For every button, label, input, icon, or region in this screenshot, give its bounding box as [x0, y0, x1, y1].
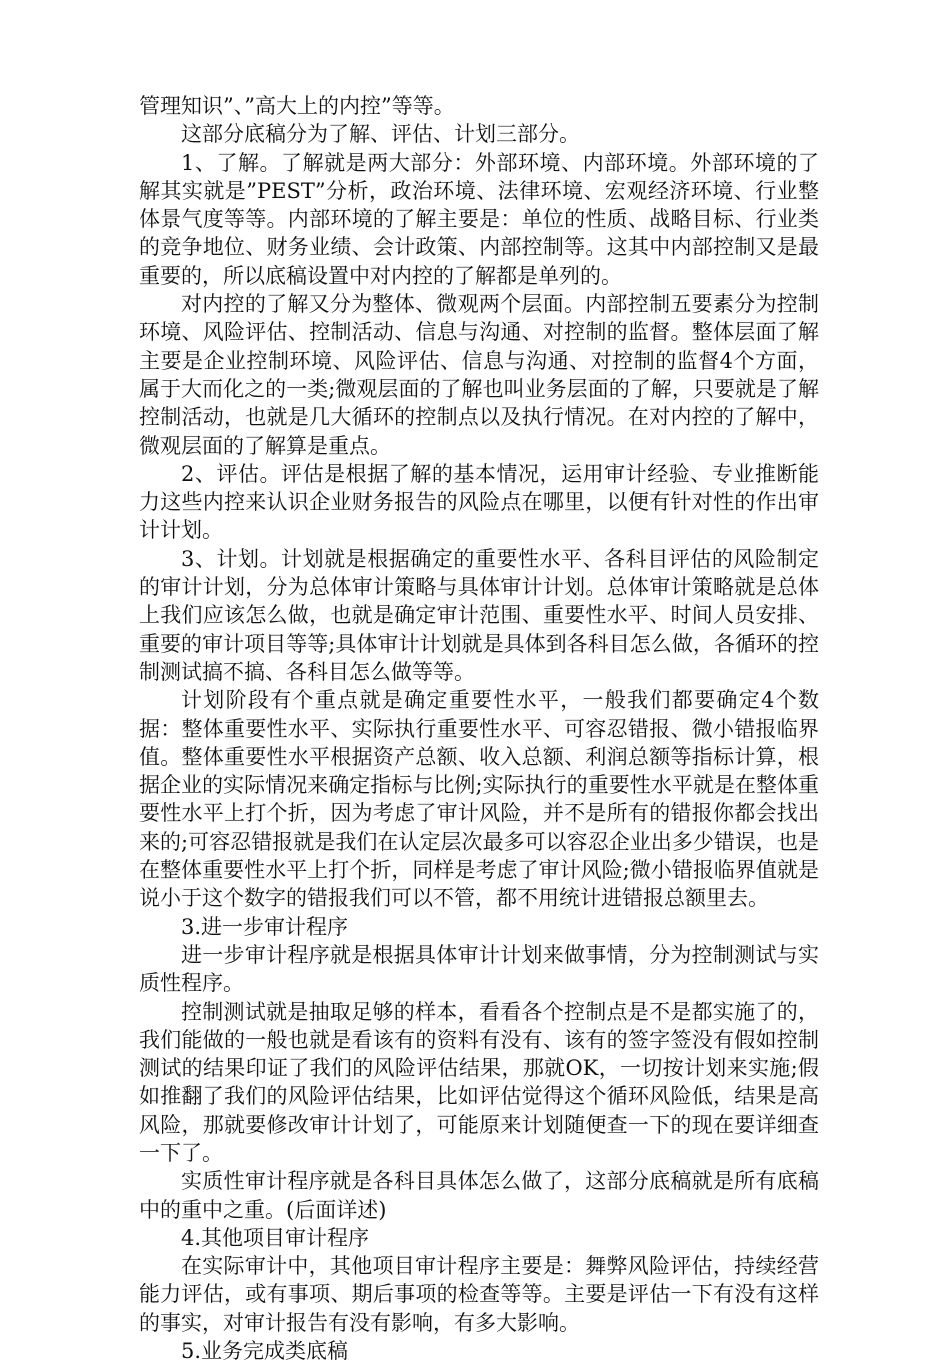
document-body — [139, 92, 819, 1365]
paragraph-5: 2、评估。评估是根据了解的基本情况，运用审计经验、专业推断能力这些内控来认识企业财务报告的风险点在哪里，以便有针对性的作出审计计划。 — [139, 461, 819, 543]
section-heading-3: 3.进一步审计程序 — [181, 914, 349, 939]
section-heading-5: 5.业务完成类底稿 — [181, 1339, 349, 1364]
paragraph-2: 这部分底稿分为了解、评估、计划三部分。 — [181, 122, 580, 147]
paragraph-8: 进一步审计程序就是根据具体审计计划来做事情，分为控制测试与实质性程序。 — [139, 942, 819, 996]
paragraph-1: 管理知识”、”高大上的内控”等等。 — [139, 94, 455, 118]
paragraph-9: 控制测试就是抽取足够的样本，看看各个控制点是不是都实施了的，我们能做的一般也就是看该有的资料有没有、该有的签字签没有假如控制测试的结果印证了我们的风险评估结果，那就OK，一切按计划来实施;假如推翻了我们的风险评估结果，比如评估觉得这个循环风险低，结果是高风险，那就要修改审计计划了，可能原来计划随便查一下的现在要详细查一下了。 — [139, 999, 819, 1165]
section-heading-4: 4.其他项目审计程序 — [181, 1225, 370, 1250]
paragraph-10: 实质性审计程序就是各科目具体怎么做了，这部分底稿就是所有底稿中的重中之重。(后面详述) — [139, 1169, 819, 1222]
paragraph-4: 对内控的了解又分为整体、微观两个层面。内部控制五要素分为控制环境、风险评估、控制活动、信息与沟通、对控制的监督。整体层面了解主要是企业控制环境、风险评估、信息与沟通、对控制的监督4个方面，属于大而化之的一类;微观层面的了解也叫业务层面的了解，只要就是了解控制活动，也就是几大循环的控制点以及执行情况。在对内控的了解中，微观层面的了解算是重点。 — [139, 292, 819, 458]
paragraph-7: 计划阶段有个重点就是确定重要性水平，一般我们都要确定4个数据：整体重要性水平、实际执行重要性水平、可容忍错报、微小错报临界值。整体重要性水平根据资产总额、收入总额、利润总额等指标计算，根据企业的实际情况来确定指标与比例;实际执行的重要性水平就是在整体重要性水平上打个折，因为考虑了审计风险，并不是所有的错报你都会找出来的;可容忍错报就是我们在认定层次最多可以容忍企业出多少错误，也是在整体重要性水平上打个折，同样是考虑了审计风险;微小错报临界值就是说小于这个数字的错报我们可以不管，都不用统计进错报总额里去。 — [139, 688, 819, 911]
paragraph-6: 3、计划。计划就是根据确定的重要性水平、各科目评估的风险制定的审计计划，分为总体审计策略与具体审计计划。总体审计策略就是总体上我们应该怎么做，也就是确定审计范围、重要性水平、时间人员安排、重要的审计项目等等;具体审计计划就是具体到各科目怎么做，各循环的控制测试搞不搞、各科目怎么做等等。 — [139, 546, 819, 684]
paragraph-11: 在实际审计中，其他项目审计程序主要是：舞弊风险评估，持续经营能力评估，或有事项、期后事项的检查等等。主要是评估一下有没有这样的事实，对审计报告有没有影响，有多大影响。 — [139, 1254, 819, 1335]
paragraph-3: 1、了解。了解就是两大部分：外部环境、内部环境。外部环境的了解其实就是”PEST”分析，政治环境、法律环境、宏观经济环境、行业整体景气度等等。内部环境的了解主要是：单位的性质、战略目标、行业类的竞争地位、财务业绩、会计政策、内部控制等。这其中内部控制又是最重要的，所以底稿设置中对内控的了解都是单列的。 — [139, 150, 819, 288]
